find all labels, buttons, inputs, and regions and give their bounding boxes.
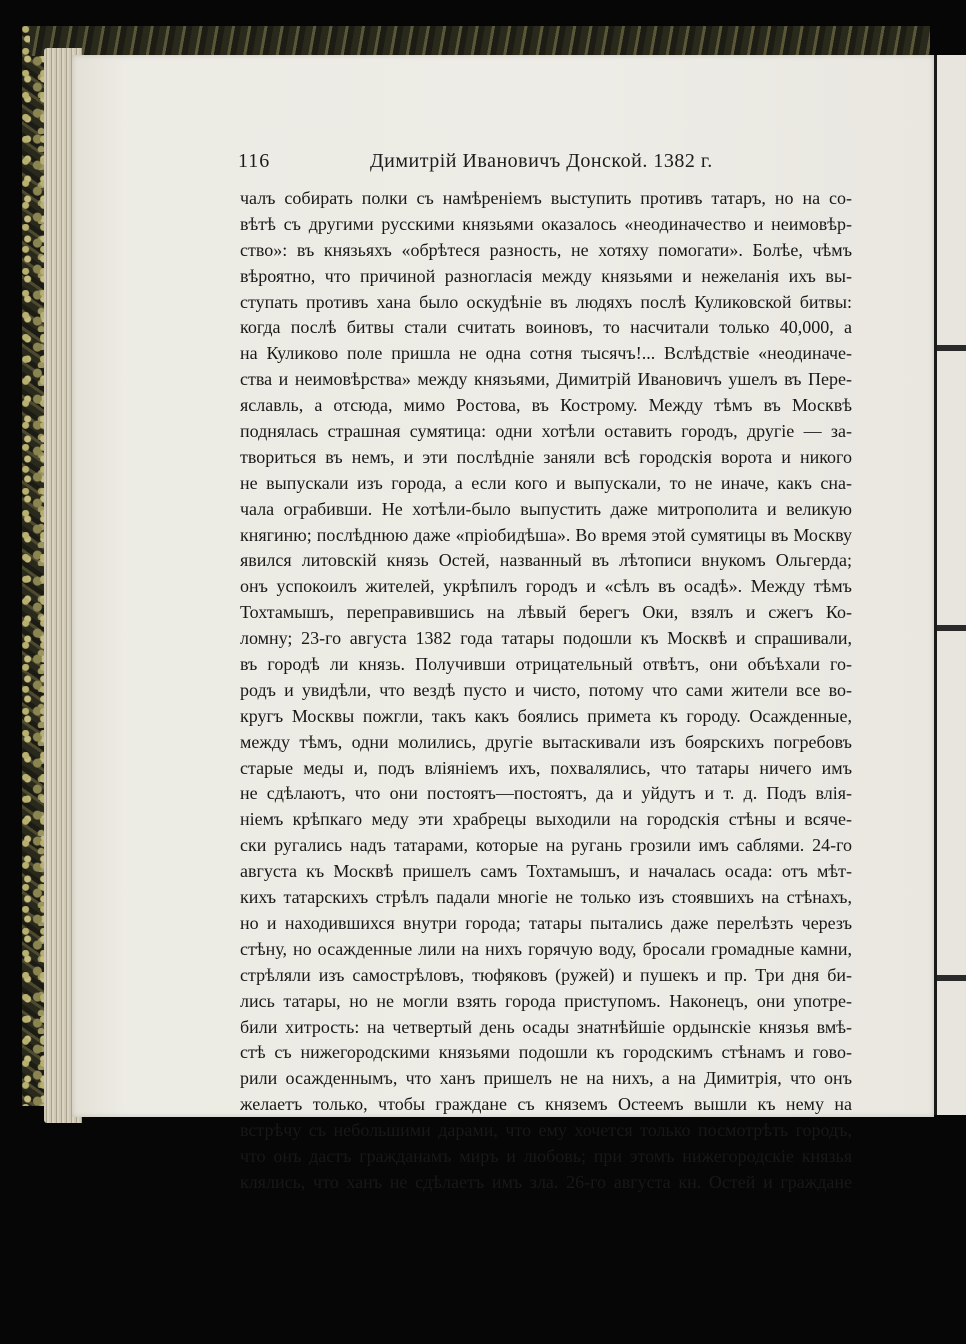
text-line: стрѣляли изъ самострѣловъ, тюфяковъ (ружей) и пушекъ и пр. Три дня би- (240, 964, 852, 985)
adjacent-page-edge (934, 55, 966, 1115)
text-line: въ городѣ ли князь. Получивши отрицательный отвѣтъ, они объѣхали го- (240, 654, 852, 675)
text-line: что онъ дастъ гражданамъ миръ и любовь; при этомъ нижегородскіе князья (240, 1145, 852, 1166)
text-line: ства и неимовѣрства» между князьями, Димитрій Ивановичъ ушелъ въ Пере- (240, 369, 852, 390)
text-line: старые меды и, подъ вліяніемъ ихъ, похвалялись, что татары ничего имъ (240, 757, 852, 778)
text-line: родъ и увидѣли, что вездѣ пусто и чисто, потому что сами жители все во- (240, 679, 852, 700)
page-number: 116 (238, 150, 271, 172)
page-tab-mark (937, 345, 966, 351)
text-line: княгиню; послѣднюю даже «пріобидѣша». Во время этой сумятицы въ Москву (240, 524, 852, 545)
marbled-cover-top (30, 26, 930, 56)
text-line: яславль, а отсюда, мимо Ростова, въ Кострому. Между тѣмъ въ Москвѣ (240, 395, 852, 416)
text-line: стѣ съ нижегородскими князьями подошли къ городскимъ стѣнамъ и гово- (240, 1042, 852, 1063)
text-line: августа къ Москвѣ пришелъ самъ Тохтамышъ, и началась осада: отъ мѣт- (240, 861, 852, 882)
text-line: чалъ собирать полки съ намѣреніемъ выступить противъ татаръ, но на со- (240, 188, 852, 208)
text-line: кругъ Москвы пожгли, такъ какъ боялись примета къ городу. Осажденные, (240, 705, 852, 726)
body-text (240, 186, 852, 1196)
text-line: чала ограбивши. Не хотѣли-было выпустить даже митрополита и великую (240, 498, 852, 519)
text-line: желаетъ только, чтобы граждане съ княземъ Остеемъ вышли къ нему на (240, 1094, 852, 1115)
text-line: твориться въ немъ, и эти послѣдніе заняли всѣ городскія ворота и никого (240, 446, 852, 467)
page-tab-mark (937, 975, 966, 981)
text-line: стѣну, но осажденные лили на нихъ горячую воду, бросали громадные камни, (240, 938, 852, 959)
text-line: онъ успокоилъ жителей, укрѣпилъ городъ и «сѣлъ въ осадѣ». Между тѣмъ (240, 576, 852, 597)
text-line: били хитрость: на четвертый день осады знатнѣйшіе ордынскіе князья вмѣ- (240, 1016, 852, 1037)
running-title: Димитрій Ивановичъ Донской. 1382 г. (370, 150, 713, 172)
text-line: ломну; 23-го августа 1382 года татары подошли къ Москвѣ и спрашивали, (240, 628, 852, 649)
text-line: не выпускали изъ города, а если кого и выпускали, то не иначе, какъ сна- (240, 472, 852, 493)
text-line: лись татары, но не могли взять города приступомъ. Наконецъ, они употре- (240, 990, 852, 1011)
text-line: вѣроятно, что причиной разногласія между князьями и нежеланія ихъ вы- (240, 265, 852, 286)
text-line: клялись, что ханъ не сдѣлаетъ имъ зла. 26-го августа кн. Остей и граждане (240, 1171, 852, 1192)
text-line: встрѣчу съ небольшими дарами, что ему хочется только посмотрѣть городъ, (240, 1120, 852, 1141)
text-line: ніемъ крѣпкаго меду эти храбрецы выходили на городскія стѣны и всяче- (240, 809, 852, 830)
text-line: Тохтамышъ, переправившись на лѣвый берегъ Оки, взялъ и сжегъ Ко- (240, 602, 852, 623)
page-tab-mark (937, 625, 966, 631)
text-line: на Куликово поле пришла не одна сотня тысячъ!... Вслѣдствіе «неодиначе- (240, 343, 852, 364)
page-header (238, 150, 850, 180)
text-line: ство»: въ князьяхъ «обрѣтеся разность, не хотяху помогати». Болѣе, чѣмъ (240, 239, 852, 260)
text-line: не сдѣлаютъ, что они постоятъ—постоятъ, да и уйдутъ и т. д. Подъ влія- (240, 783, 852, 804)
text-line: ски ругались надъ татарами, которые на ругань грозили имъ саблями. 24-го (240, 835, 852, 856)
text-line: между тѣмъ, одни молились, другіе вытаскивали изъ боярскихъ погребовъ (240, 731, 852, 752)
text-line: кихъ татарскихъ стрѣлъ падали многіе не только изъ стоявшихъ на стѣнахъ, (240, 887, 852, 908)
text-line: когда послѣ битвы стали считать воиновъ, то насчитали только 40,000, а (240, 317, 852, 338)
text-line: ступать противъ хана было оскудѣніе въ людяхъ послѣ Куликовской битвы: (240, 291, 852, 312)
text-line: явился литовскій князь Остей, названный въ лѣтописи внукомъ Ольгерда; (240, 550, 852, 571)
text-line: но и находившихся внутри города; татары пытались даже перелѣзть черезъ (240, 912, 852, 933)
text-line: поднялась страшная сумятица: одни хотѣли оставить городъ, другіе — за- (240, 421, 852, 442)
text-line: вѣтѣ съ другими русскими князьями оказалось «неодиначество и неимовѣр- (240, 213, 852, 234)
text-line: рили осажденнымъ, что ханъ пришелъ не на нихъ, а на Димитрія, что онъ (240, 1068, 852, 1089)
